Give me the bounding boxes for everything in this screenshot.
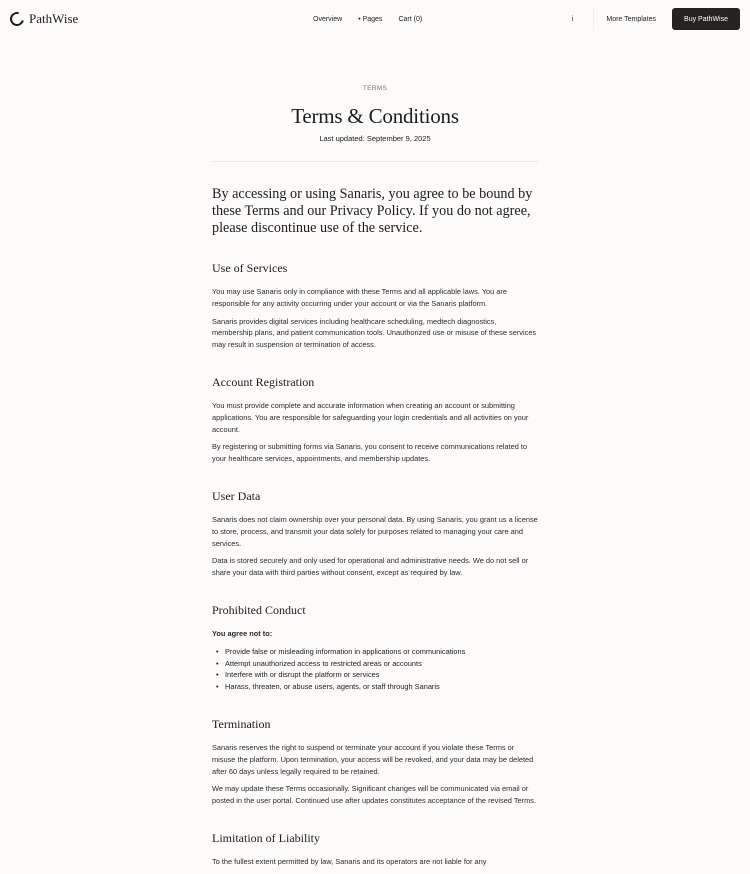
section-title: Use of Services: [212, 261, 288, 275]
main-nav: [313, 0, 422, 38]
section-paragraph: Sanaris does not claim ownership over your personal data. By using Sanaris, you grant us a license to store, process, and transmit your data solely for purposes related to managing your care and services.: [212, 514, 538, 548]
list-item: • Interfere with or disrupt the platform or services: [216, 669, 538, 681]
nav-overview[interactable]: Overview: [313, 15, 343, 23]
section-title: Prohibited Conduct: [212, 602, 306, 617]
header-actions: [559, 8, 740, 30]
section-paragraph: By registering or submitting forms via Sanaris, you consent to receive communications related to your healthcare services, appointments, and membership updates.: [212, 442, 528, 464]
list-item: • Provide false or misleading information in applications or communications: [216, 646, 538, 658]
section-title: Account Registration: [212, 374, 315, 389]
top-nav: [0, 0, 750, 38]
nav-pages[interactable]: • Pages: [358, 15, 383, 23]
logo-icon: [7, 9, 26, 28]
section-paragraph: To the fullest extent permitted by law, Sanaris and its operators are not liable for any: [212, 856, 487, 866]
section-paragraph: We may update these Terms occasionally. Significant changes will be communicated via email or posted in the user portal. Continued use after updates constitutes acceptance of the revised Terms.: [212, 784, 537, 806]
intro-text: By accessing or using Sanaris, you agree to be bound by these Terms and our Privacy Policy. If you do not agree, please discontinue use of the service.: [212, 186, 533, 236]
buy-button[interactable]: Buy PathWise: [672, 8, 740, 30]
section-paragraph: You must provide complete and accurate information when creating an account or submitting applications. You are responsible for safeguarding your login credentials and all activities on your account.: [212, 400, 529, 434]
section-paragraph: Sanaris provides digital services including healthcare scheduling, medtech diagnostics, membership plans, and patient communication tools. Unauthorized use or misuse of these services may result in suspension or termination of access.: [212, 316, 537, 350]
terms-section: [212, 261, 538, 351]
terms-section: [212, 489, 538, 579]
page-title: Terms & Conditions: [291, 104, 459, 128]
eyebrow: TERMS: [362, 85, 388, 92]
section-title: User Data: [212, 488, 261, 503]
brand-logo[interactable]: [10, 11, 78, 27]
terms-section: [212, 603, 538, 693]
terms-content: [212, 38, 538, 868]
last-updated: Last updated: September 9, 2025: [319, 134, 431, 143]
info-icon[interactable]: i: [571, 15, 574, 23]
section-title: Termination: [212, 716, 271, 731]
terms-section: [212, 831, 538, 868]
prohibited-list: [216, 646, 538, 693]
section-title: Limitation of Liability: [212, 830, 320, 845]
more-templates-link[interactable]: More Templates: [593, 8, 668, 30]
section-paragraph: You may use Sanaris only in compliance with these Terms and all applicable laws. You are responsible for any activity occurring under your account or via the Sanaris platform.: [212, 287, 507, 308]
divider: [212, 161, 538, 162]
list-item: • Harass, threaten, or abuse users, agents, or staff through Sanaris: [216, 681, 538, 693]
terms-section: [212, 375, 538, 465]
section-paragraph: Sanaris reserves the right to suspend or terminate your account if you violate these Terms or misuse the platform. Upon termination, your access will be revoked, and your data may be deleted after 60 days unless legally required to be retained.: [212, 742, 534, 776]
section-paragraph: Data is stored securely and only used for operational and administrative needs. We do not sell or share your data with third parties without consent, except as required by law.: [212, 556, 529, 578]
nav-cart[interactable]: Cart (0): [398, 15, 423, 23]
terms-section: [212, 717, 538, 807]
brand-name: PathWise: [29, 11, 79, 26]
section-lead: You agree not to:: [212, 628, 273, 638]
list-item: • Attempt unauthorized access to restricted areas or accounts: [216, 658, 538, 670]
